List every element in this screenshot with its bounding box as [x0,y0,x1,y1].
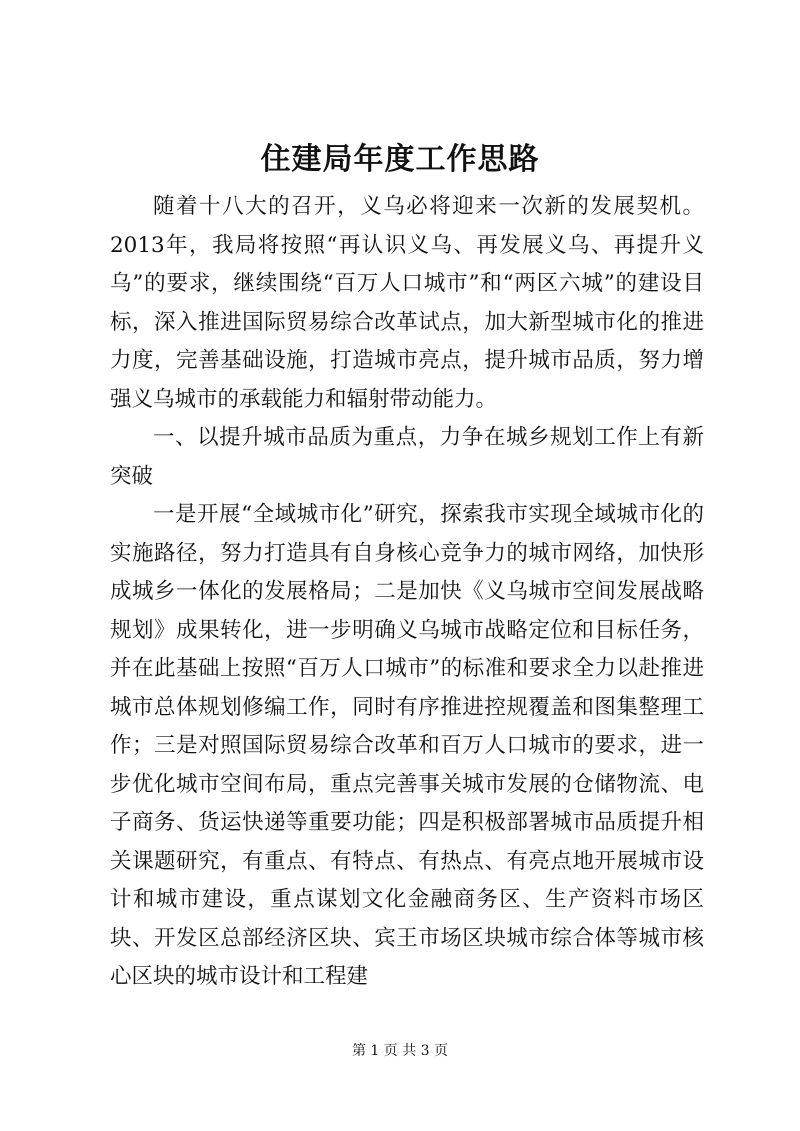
document-body [110,188,704,997]
document-title: 住建局年度工作思路 [260,142,540,177]
section-heading-1: 一、以提升城市品质为重点，力争在城乡规划工作上有新突破 [110,425,704,489]
page-footer: 第 1 页 共 3 页 [351,1043,449,1059]
paragraph-intro: 随着十八大的召开，义乌必将迎来一次新的发展契机。2013年，我局将按照“再认识义乌、再发展义乌、再提升义乌”的要求，继续围绕“百万人口城市”和“两区六城”的建设目标，深入推进国际贸易综合改革试点，加大新型城市化的推进力度，完善基础设施，打造城市亮点，提升城市品质，努力增强义乌城市的承载能力和辐射带动能力。 [110,194,704,412]
paragraph-section-1: 一是开展“全域城市化”研究，探索我市实现全域城市化的实施路径，努力打造具有自身核心竞争力的城市网络，加快形成城乡一体化的发展格局；二是加快《义乌城市空间发展战略规划》成果转化，进一步明确义乌城市战略定位和目标任务，并在此基础上按照“百万人口城市”的标准和要求全力以赴推进城市总体规划修编工作，同时有序推进控规覆盖和图集整理工作；三是对照国际贸易综合改革和百万人口城市的要求，进一步优化城市空间布局，重点完善事关城市发展的仓储物流、电子商务、货运快递等重要功能；四是积极部署城市品质提升相关课题研究，有重点、有特点、有热点、有亮点地开展城市设计和城市建设，重点谋划文化金融商务区、生产资料市场区块、开发区总部经济区块、宾王市场区块城市综合体等城市核心区块的城市设计和工程建 [110,502,704,989]
